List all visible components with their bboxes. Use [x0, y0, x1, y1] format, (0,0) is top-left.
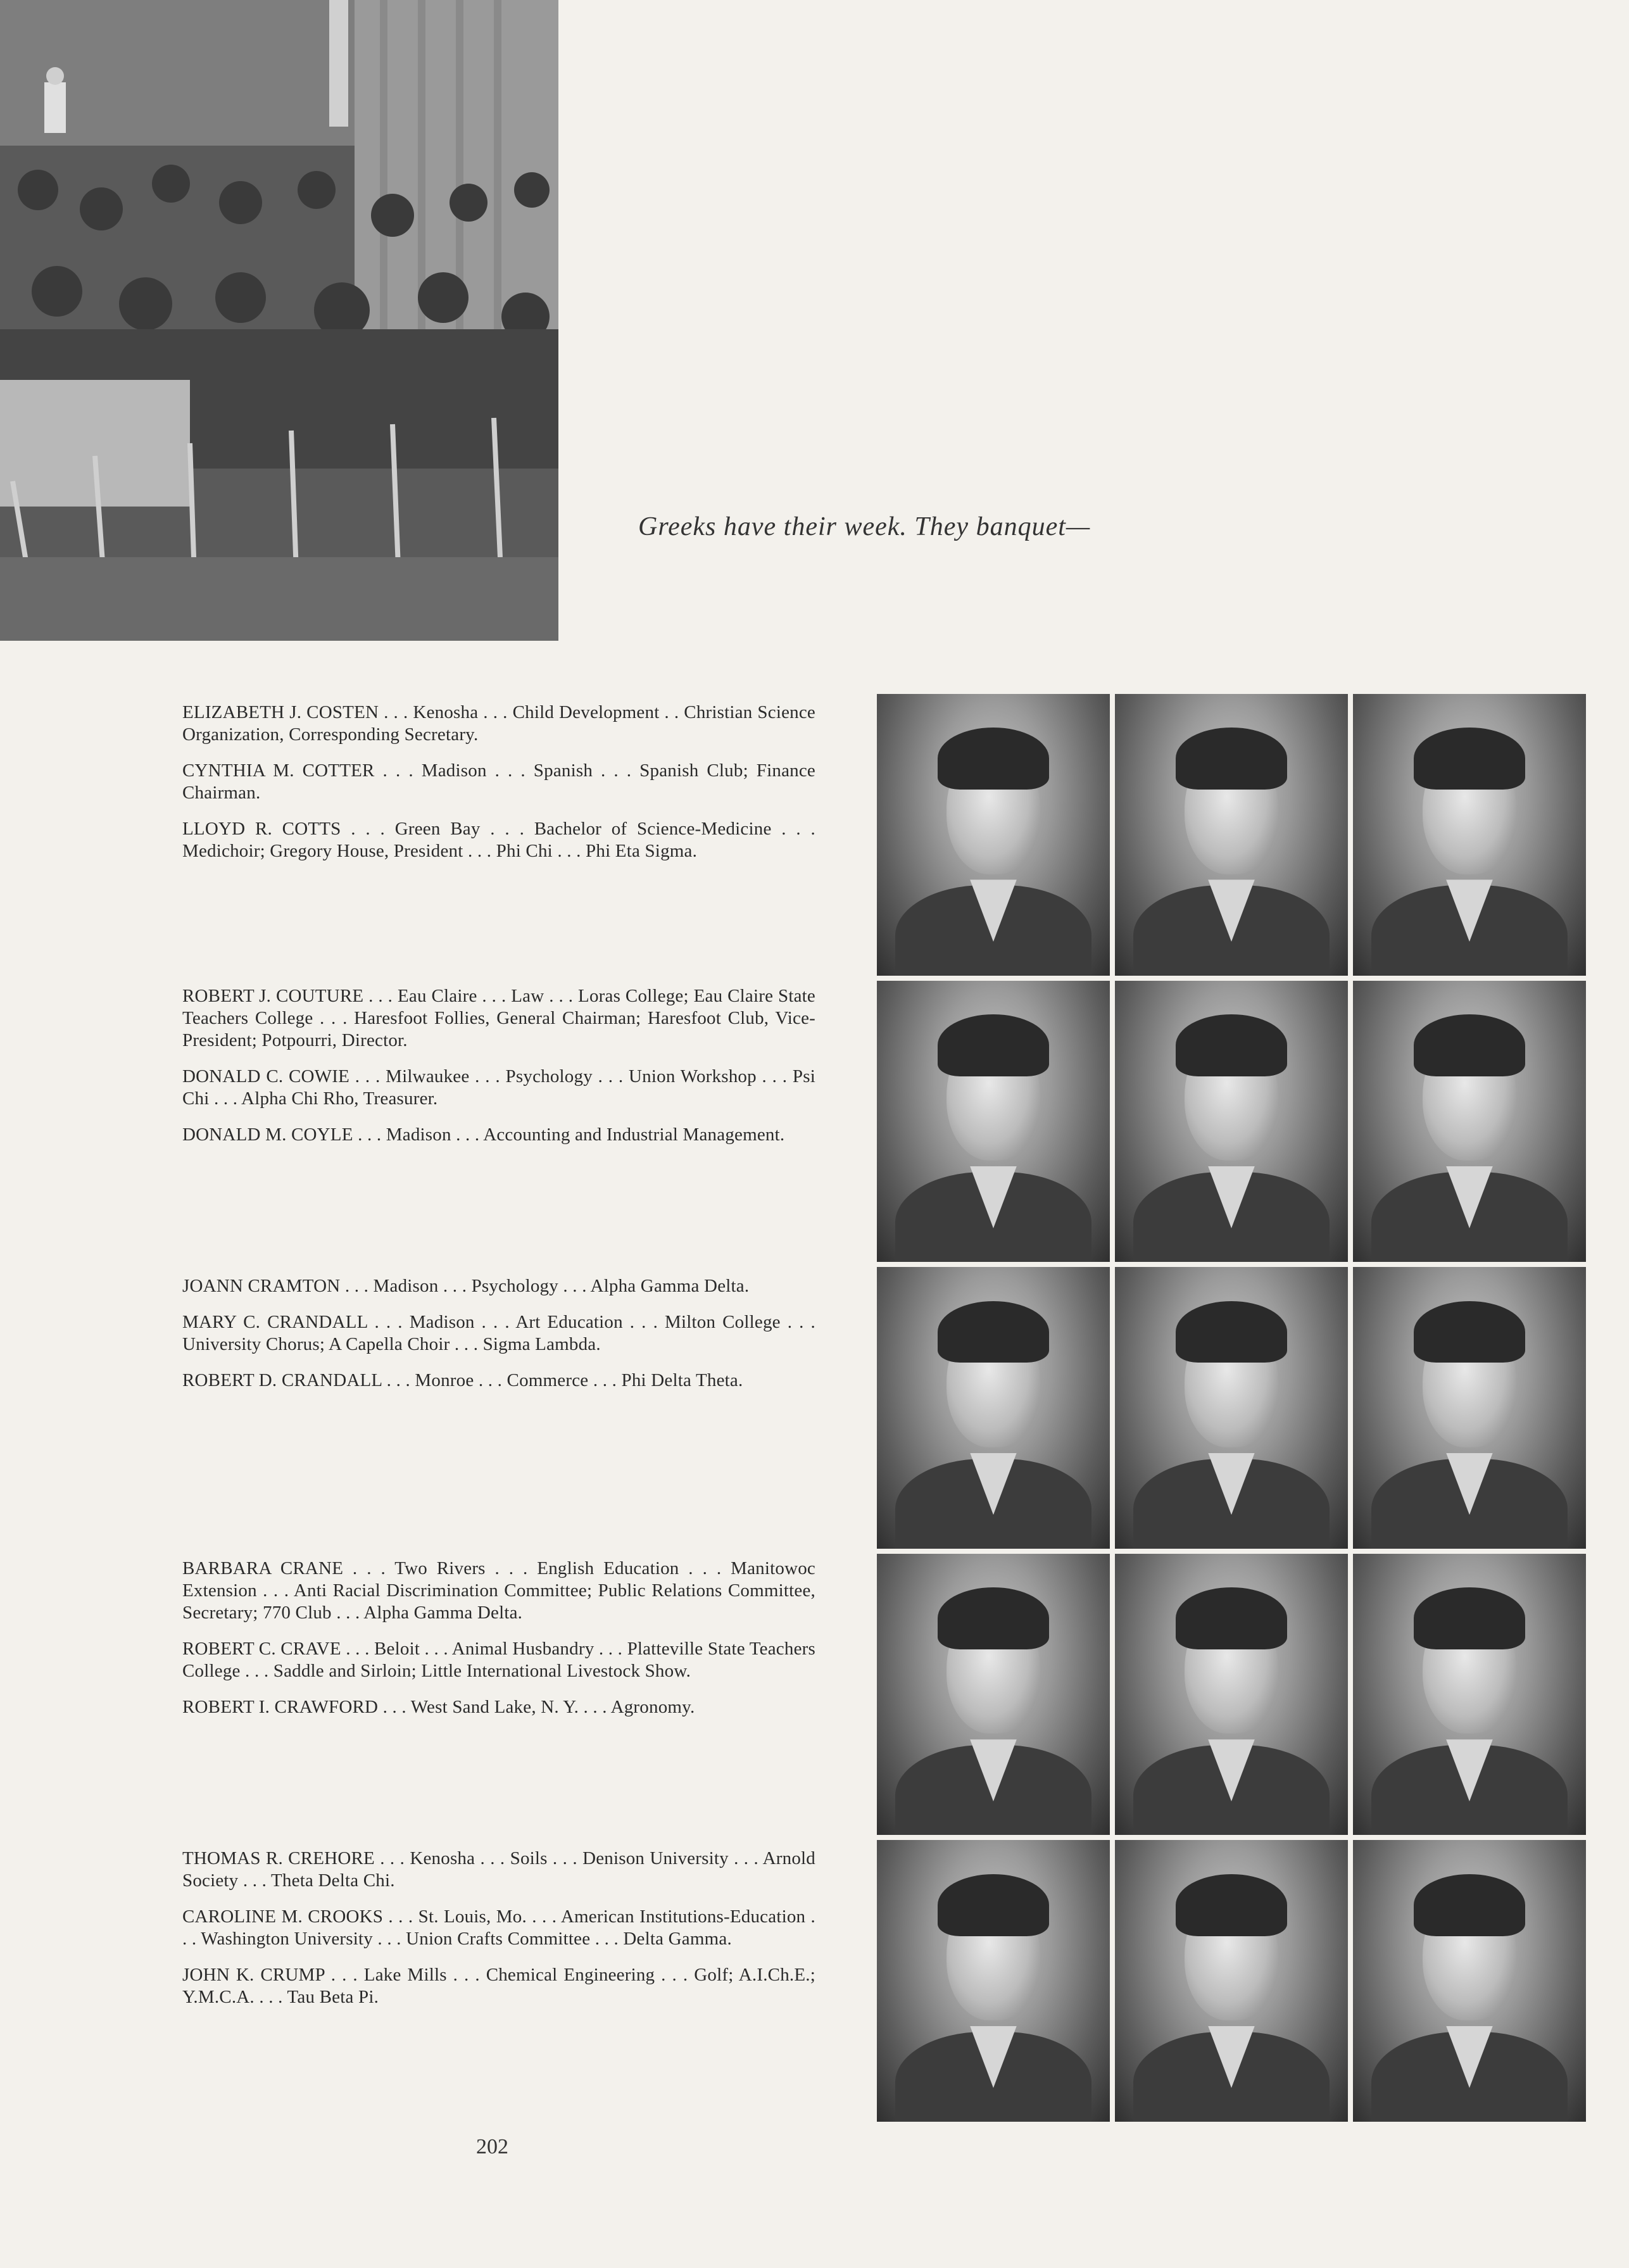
bio-entry: DONALD M. COYLE . . . Madison . . . Accounting and Industrial Management.	[182, 1125, 785, 1145]
portrait-photo	[1353, 981, 1586, 1263]
bio-entry: ROBERT D. CRANDALL . . . Monroe . . . Commerce . . . Phi Delta Theta.	[182, 1370, 743, 1390]
portrait-photo	[1353, 1554, 1586, 1836]
bio-entry: ROBERT J. COUTURE . . . Eau Claire . . . Law . . . Loras College; Eau Claire State Teachers College . . . Haresfoot Follies, General Chairman; Haresfoot Club, Vice-President; Potpourri, Director.	[182, 986, 815, 1050]
bio-group	[182, 1848, 815, 2022]
bio-group	[182, 1275, 815, 1406]
portrait-photo	[877, 981, 1110, 1263]
bio-entry: BARBARA CRANE . . . Two Rivers . . . English Education . . . Manitowoc Extension . . . Anti Racial Discrimination Committee; Public Relations Committee, Secretary; 770 Club . . . Alpha Gamma Delta.	[182, 1558, 815, 1623]
portrait-photo	[1115, 981, 1348, 1263]
portrait-photo	[1115, 1267, 1348, 1549]
portrait-photo	[877, 1554, 1110, 1836]
bio-entry: LLOYD R. COTTS . . . Green Bay . . . Bachelor of Science-Medicine . . . Medichoir; Gregory House, President . . . Phi Chi . . . Phi Eta Sigma.	[182, 819, 815, 861]
portrait-photo	[1115, 1840, 1348, 2122]
bio-entry: DONALD C. COWIE . . . Milwaukee . . . Psychology . . . Union Workshop . . . Psi Chi . . . Alpha Chi Rho, Treasurer.	[182, 1066, 815, 1109]
portrait-photo	[1353, 694, 1586, 976]
bio-entry: JOHN K. CRUMP . . . Lake Mills . . . Chemical Engineering . . . Golf; A.I.Ch.E.; Y.M.C.A. . . . Tau Beta Pi.	[182, 1965, 815, 2007]
portrait-photo	[877, 1840, 1110, 2122]
portrait-photo	[877, 1267, 1110, 1549]
portrait-photo	[877, 694, 1110, 976]
portrait-photo	[1353, 1267, 1586, 1549]
banquet-photo	[0, 0, 558, 641]
bio-group	[182, 702, 815, 876]
portrait-photo	[1353, 1840, 1586, 2122]
page-number: 202	[476, 2135, 508, 2158]
bio-group	[182, 1558, 815, 1732]
banquet-scene-illustration	[0, 0, 558, 641]
bio-entry: ROBERT C. CRAVE . . . Beloit . . . Animal Husbandry . . . Platteville State Teachers College . . . Saddle and Sirloin; Little International Livestock Show.	[182, 1639, 815, 1681]
bio-group	[182, 985, 815, 1160]
bio-entry: MARY C. CRANDALL . . . Madison . . . Art Education . . . Milton College . . . University Chorus; A Capella Choir . . . Sigma Lambda.	[182, 1312, 815, 1354]
bio-entry: JOANN CRAMTON . . . Madison . . . Psychology . . . Alpha Gamma Delta.	[182, 1276, 750, 1296]
portrait-photo	[1115, 1554, 1348, 1836]
bio-entry: ROBERT I. CRAWFORD . . . West Sand Lake, N. Y. . . . Agronomy.	[182, 1697, 695, 1717]
bio-entry: CYNTHIA M. COTTER . . . Madison . . . Spanish . . . Spanish Club; Finance Chairman.	[182, 760, 815, 803]
portrait-grid	[877, 694, 1586, 2122]
bio-entry: ELIZABETH J. COSTEN . . . Kenosha . . . Child Development . . Christian Science Organization, Corresponding Secretary.	[182, 702, 815, 745]
portrait-photo	[1115, 694, 1348, 976]
bio-entry: CAROLINE M. CROOKS . . . St. Louis, Mo. . . . American Institutions-Education . . . Washington University . . . Union Crafts Committee . . . Delta Gamma.	[182, 1906, 815, 1949]
bio-entry: THOMAS R. CREHORE . . . Kenosha . . . Soils . . . Denison University . . . Arnold Society . . . Theta Delta Chi.	[182, 1848, 815, 1891]
photo-caption: Greeks have their week. They banquet—	[638, 512, 1091, 541]
